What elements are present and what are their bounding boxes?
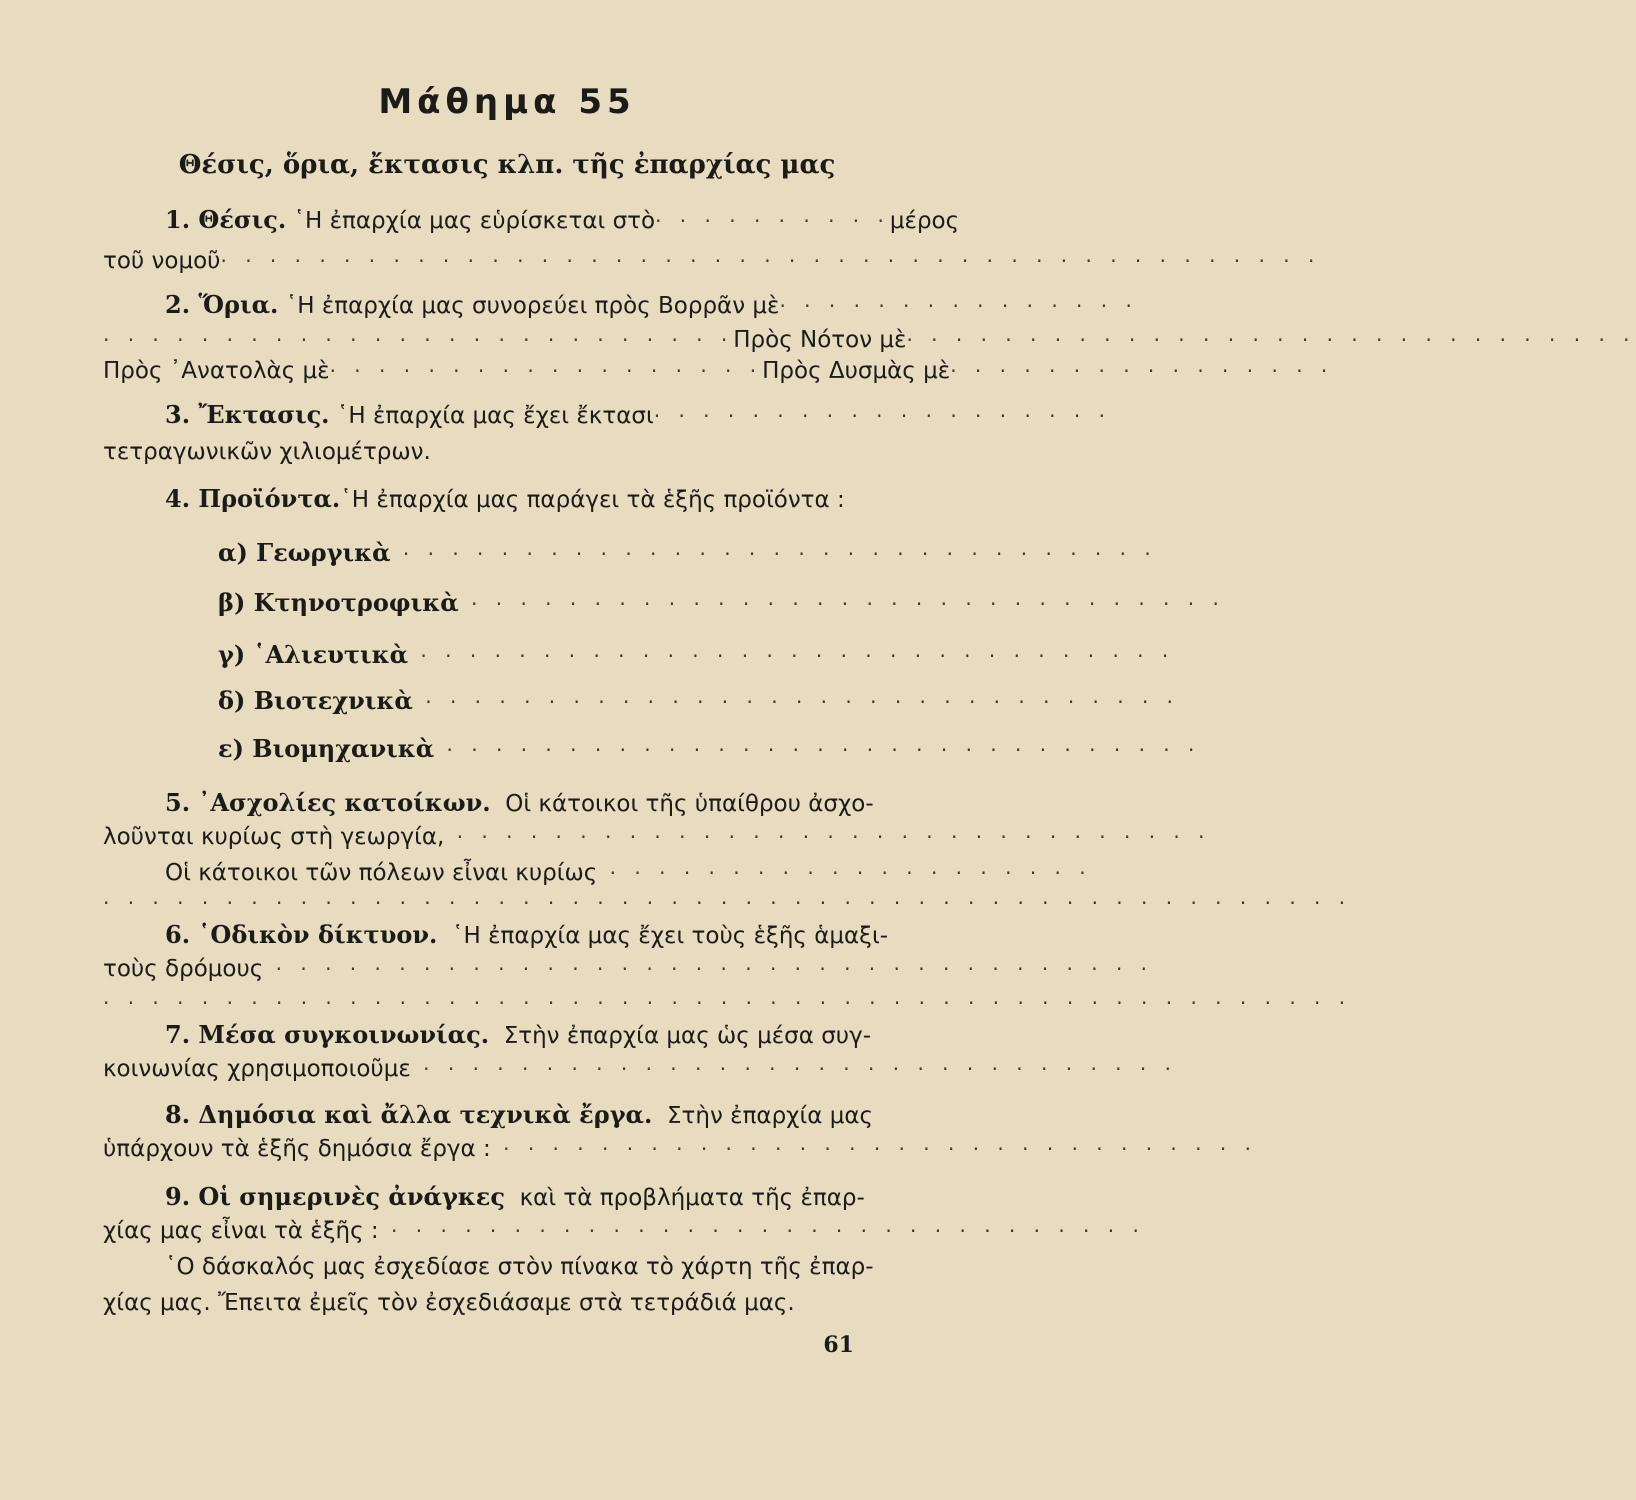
dot-leader: · · · · · · · · · · · · · · · · · · · · · · · · · · · · · · ·	[390, 542, 1157, 566]
section-3-heading: 3. Ἔκτασις.	[165, 400, 330, 429]
section-9-line-4: χίας μας. Ἔπειτα ἐμεῖς τὸν ἐσχεδιάσαμε στὰ τετράδιά μας.	[103, 1290, 795, 1316]
section-5-line-2-text: λοῦνται κυρίως στὴ γεωργία,	[103, 824, 445, 850]
section-4-text: ῾Η ἐπαρχία μας παράγει τὰ ἑξῆς προϊόντα :	[340, 487, 845, 513]
product-label: γ) ῾Αλιευτικὰ	[218, 640, 409, 669]
section-8-line-2	[103, 1134, 1257, 1164]
section-9-heading: 9. Οἱ σημερινὲς ἀνάγκες	[165, 1182, 505, 1211]
section-3-text: ῾Η ἐπαρχία μας ἔχει ἔκτασι	[336, 403, 654, 429]
section-8-heading: 8. Δημόσια καὶ ἄλλα τεχνικὰ ἔργα.	[165, 1100, 653, 1129]
dot-leader: · · · · · · · · · · · · · · · · · · · · · · · · · ·	[103, 328, 734, 352]
section-1-tail: μέρος	[889, 208, 960, 234]
section-5-heading: 5. ᾿Ασχολίες κατοίκων.	[165, 788, 491, 817]
section-2-south: Πρὸς Νότον μὲ	[733, 327, 907, 353]
section-7-text: Στὴν ἐπαρχία μας ὡς μέσα συγ-	[503, 1023, 871, 1049]
dot-leader: · · · · · · · · · · · · · · · · · · · · · · · · · · · · · · ·	[408, 644, 1175, 668]
section-9-line-2	[103, 1216, 1145, 1246]
dot-leader: · · · · · · · · · · · · · · · · · · · · · · · · · · · · · · ·	[458, 592, 1225, 616]
section-6-line-2	[103, 954, 1154, 984]
section-4-heading: 4. Προϊόντα.	[165, 484, 341, 513]
dot-leader: · · · · · · · · · · · · · · · · · · · · · · · · · · · · · · ·	[434, 738, 1201, 762]
section-1-line-2	[103, 246, 1321, 276]
section-8-text: Στὴν ἐπαρχία μας	[667, 1103, 874, 1129]
product-item	[218, 538, 1157, 569]
section-8-line-1	[165, 1100, 873, 1131]
product-item	[218, 734, 1201, 765]
dot-leader: · · · · · · · · · · · · · · · · · · · · · · · · · · · · · · ·	[410, 1057, 1177, 1081]
section-2-line-2	[103, 325, 1636, 355]
dot-leader: · · · · · · · · · · · · · · · · · · · · · · · · · · · · · · · · · · · · · · · · · · · · · · · · · · ·	[103, 891, 1352, 915]
section-1-line-1	[165, 205, 960, 236]
section-2-east: Πρὸς ᾿Ανατολὰς μὲ	[103, 358, 330, 384]
dot-leader: · · · · · · · · · · · · · · · ·	[950, 359, 1334, 383]
product-item	[218, 686, 1180, 717]
section-8-line-2-text: ὑπάρχουν τὰ ἑξῆς δημόσια ἔργα :	[103, 1136, 491, 1162]
section-2-line-1	[165, 290, 1138, 321]
section-6-line-2-text: τοὺς δρόμους	[103, 956, 264, 982]
section-2-line-3	[103, 356, 1334, 386]
dot-leader: · · · · · · · · · · · · · · · · · ·	[329, 359, 763, 383]
dot-leader: · · · · · · · · · · · · · · · · · · · · · · · · · · · · · · · · · · · · · · · · · · · · ·	[220, 249, 1321, 273]
section-7-line-1	[165, 1020, 871, 1051]
section-3-line-2: τετραγωνικῶν χιλιομέτρων.	[103, 439, 431, 465]
section-5-line-3-text: Οἱ κάτοικοι τῶν πόλεων εἶναι κυρίως	[165, 860, 598, 886]
section-7-line-2-text: κοινωνίας χρησιμοποιοῦμε	[103, 1056, 411, 1082]
dot-leader: · · · · · · · · · · · · · · · · · · ·	[653, 404, 1111, 428]
section-6-line-1	[165, 920, 888, 951]
dot-leader: · · · · · · · · · · · · · · · · · · · ·	[597, 861, 1092, 885]
product-label: β) Κτηνοτροφικὰ	[218, 588, 459, 617]
section-9-line-3: ῾Ο δάσκαλός μας ἐσχεδίασε στὸν πίνακα τὸ χάρτη τῆς ἐπαρ-	[165, 1254, 874, 1280]
page-number: 61	[823, 1332, 854, 1358]
dot-leader: · · · · · · · · · · · · · · · · · · · · · · · · · · · · · · · · · · · · · · · · · · · · · · · · · · ·	[103, 991, 1352, 1015]
section-5-text: Οἱ κάτοικοι τῆς ὑπαίθρου ἀσχο-	[505, 791, 874, 817]
section-9-text: καὶ τὰ προβλήματα τῆς ἐπαρ-	[519, 1185, 865, 1211]
section-2-heading: 2. Ὅρια.	[165, 290, 279, 319]
section-2-west: Πρὸς Δυσμὰς μὲ	[762, 358, 951, 384]
dot-leader: · · · · · · · · · · · · · · · · · · · · · · · · · · · · · · ·	[378, 1219, 1145, 1243]
product-label: δ) Βιοτεχνικὰ	[218, 686, 413, 715]
lesson-title: Μάθημα 55	[378, 82, 636, 122]
section-1-line-2-text: τοῦ νομοῦ	[103, 248, 221, 274]
section-3-line-1	[165, 400, 1111, 431]
product-item	[218, 640, 1175, 671]
section-6-line-3	[103, 988, 1352, 1018]
section-2-text: ῾Η ἐπαρχία μας συνορεύει πρὸς Βορρᾶν μὲ	[285, 293, 780, 319]
dot-leader: · · · · · · · · · · · · · · · · · · · · · · · · · · · · · · ·	[444, 825, 1211, 849]
dot-leader: · · · · · · · · · · · · · · · · · · · · · · · · · · · · · · ·	[490, 1137, 1257, 1161]
section-5-line-1	[165, 788, 874, 819]
section-1-heading: 1. Θέσις.	[165, 205, 287, 234]
section-5-line-3	[165, 858, 1092, 888]
section-6-text: ῾Η ἐπαρχία μας ἔχει τοὺς ἑξῆς ἁμαξι-	[452, 923, 889, 949]
section-4-line-1	[165, 484, 845, 515]
section-1-text: ῾Η ἐπαρχία μας εὑρίσκεται στὸ	[293, 208, 656, 234]
section-9-line-2-text: χίας μας εἶναι τὰ ἑξῆς :	[103, 1218, 379, 1244]
product-label: α) Γεωργικὰ	[218, 538, 391, 567]
section-7-heading: 7. Μέσα συγκοινωνίας.	[165, 1020, 490, 1049]
section-6-heading: 6. ῾Οδικὸν δίκτυον.	[165, 920, 438, 949]
dot-leader: · · · · · · · · · · · · · · · · · · · · · · · · · · · · · · · · · · · ·	[263, 957, 1154, 981]
dot-leader: · · · · · · · · · · · · · · · · · · · · · · · · · · · · · ·	[906, 328, 1636, 352]
section-9-line-1	[165, 1182, 865, 1213]
product-item	[218, 588, 1225, 619]
lesson-subtitle: Θέσις, ὅρια, ἔκτασις κλπ. τῆς ἐπαρχίας μας	[178, 150, 836, 180]
dot-leader: · · · · · · · · · · · · · · ·	[779, 294, 1138, 318]
section-5-line-4	[103, 888, 1352, 918]
section-7-line-2	[103, 1054, 1177, 1084]
dot-leader: · · · · · · · · · ·	[655, 209, 890, 233]
dot-leader: · · · · · · · · · · · · · · · · · · · · · · · · · · · · · · ·	[412, 690, 1180, 714]
product-label: ε) Βιομηχανικὰ	[218, 734, 435, 763]
section-5-line-2	[103, 822, 1211, 852]
